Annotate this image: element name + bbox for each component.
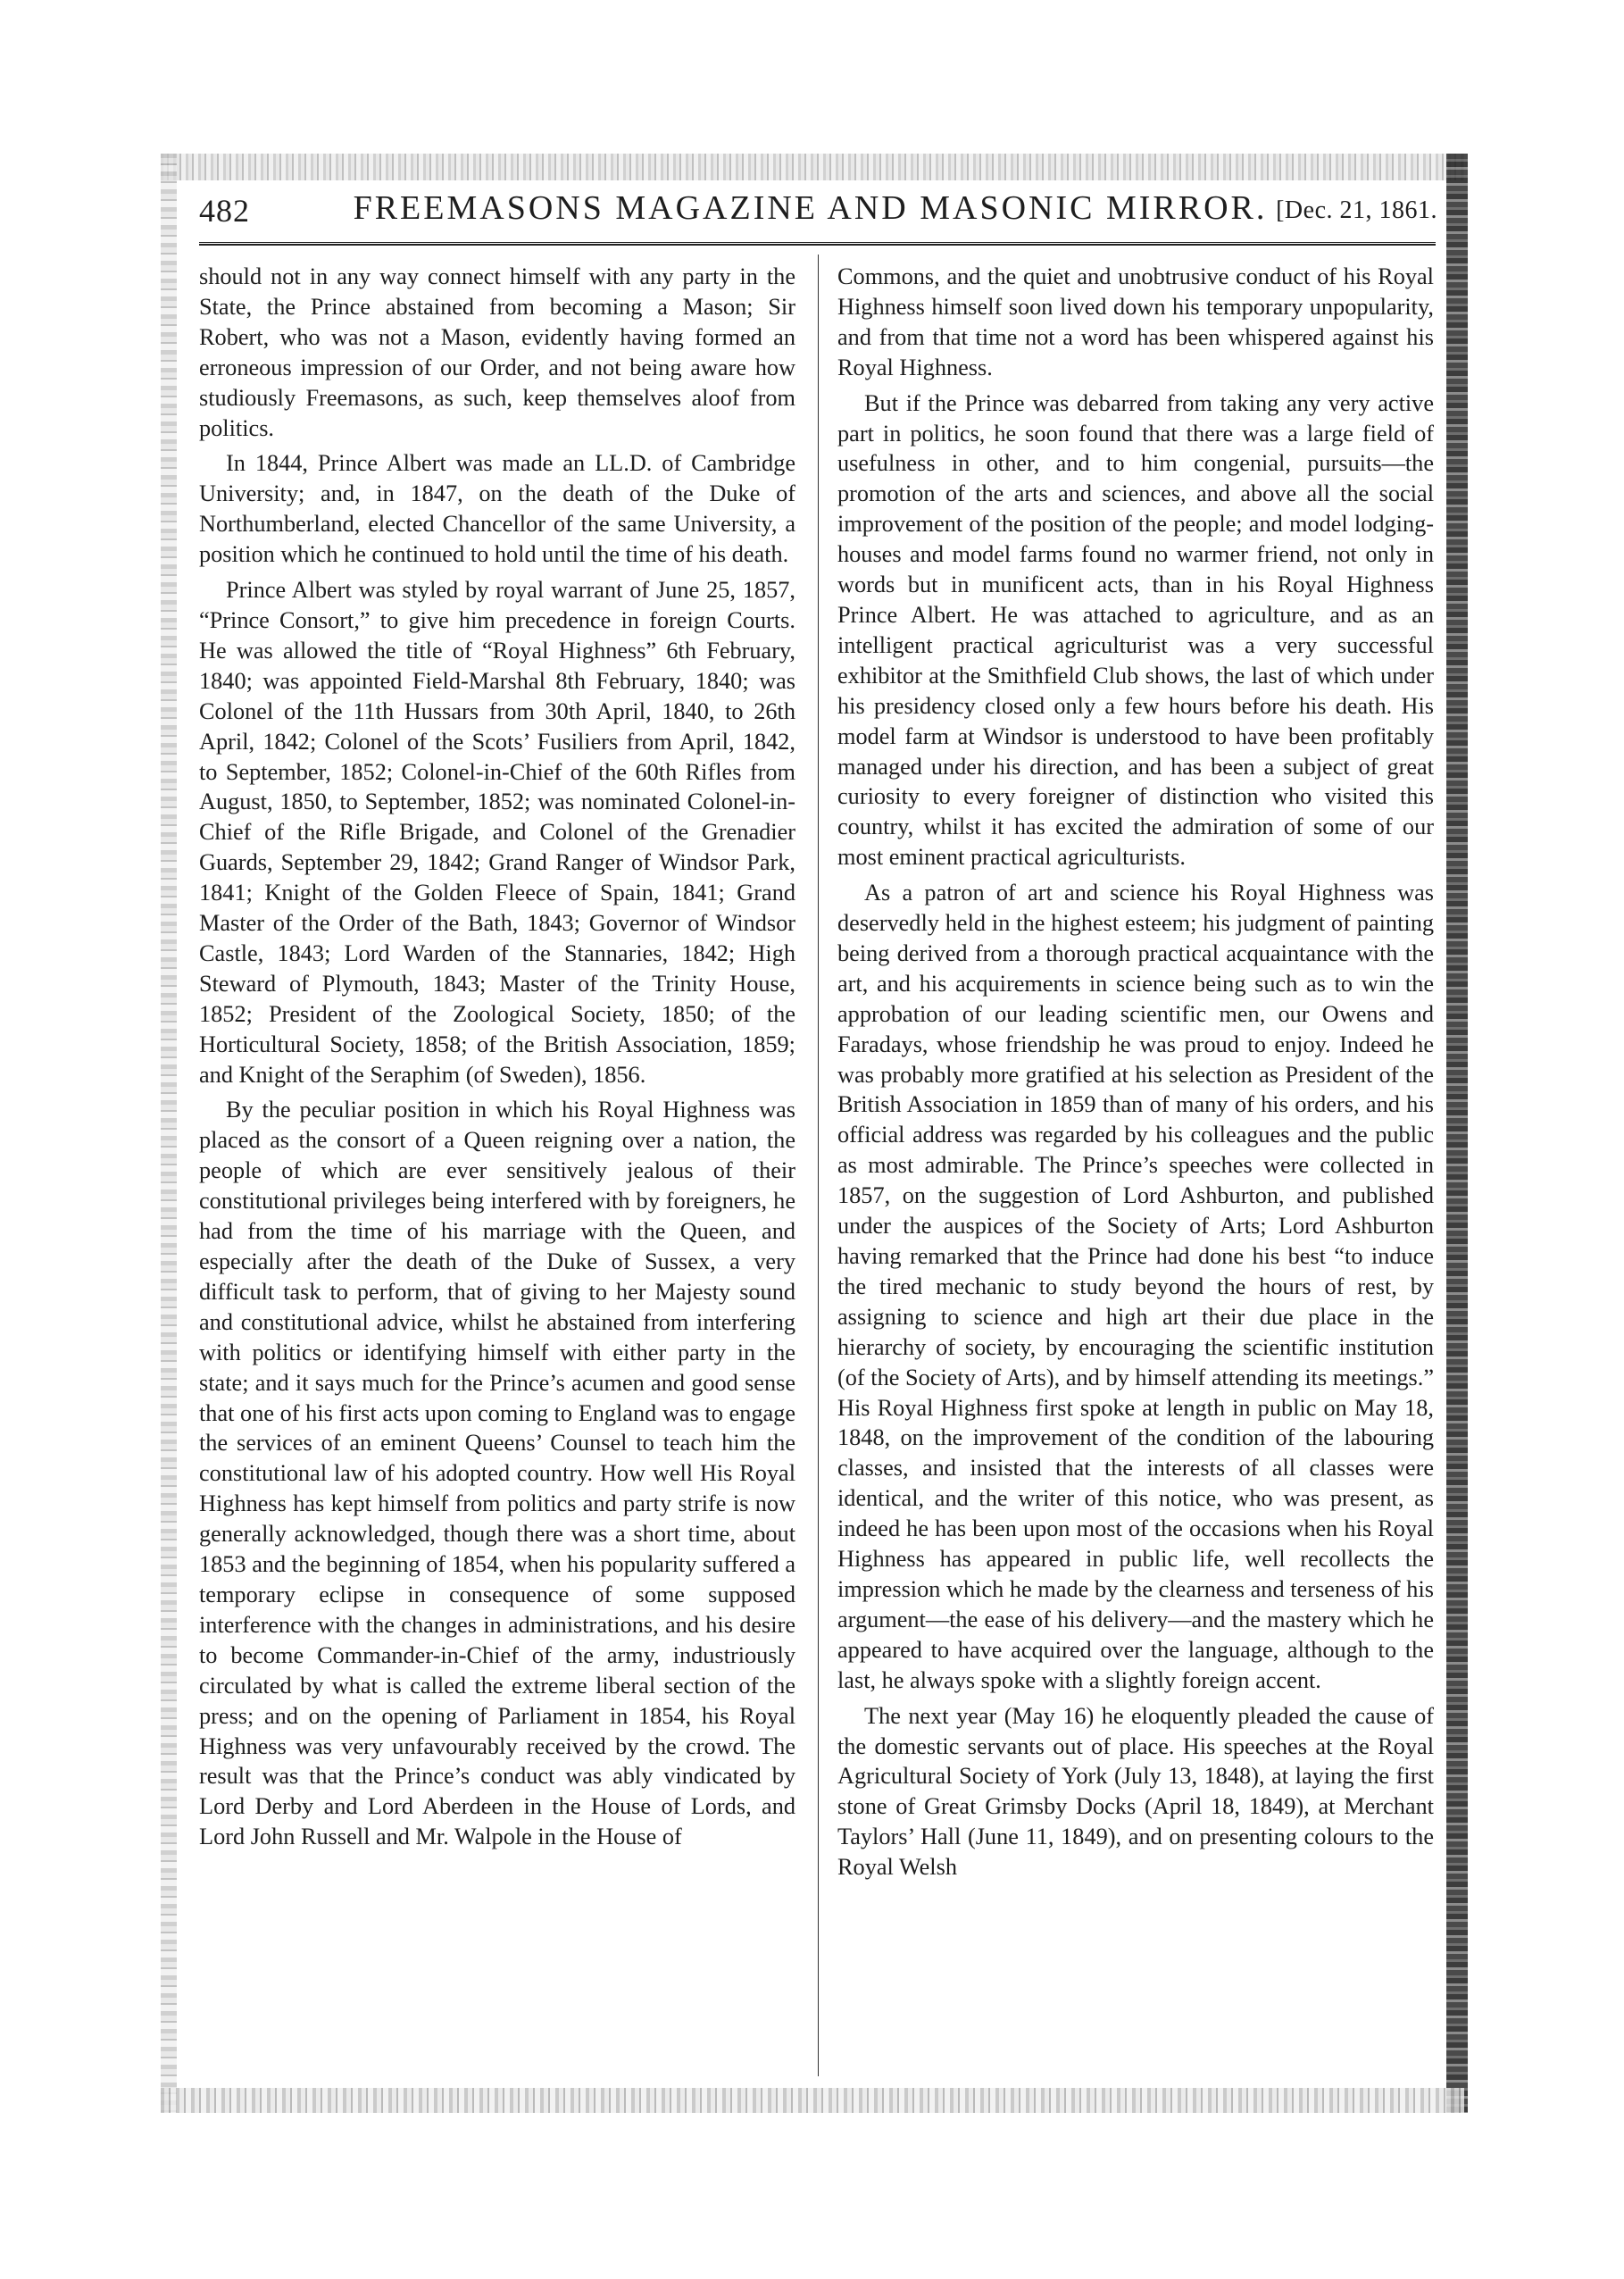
scan-edge-bottom bbox=[161, 2088, 1464, 2113]
issue-date: [Dec. 21, 1861. bbox=[1276, 196, 1437, 224]
right-column bbox=[837, 262, 1434, 1882]
left-column bbox=[199, 262, 795, 1852]
page-number: 482 bbox=[199, 193, 250, 229]
column-divider bbox=[818, 255, 819, 2076]
paragraph: But if the Prince was debarred from taking any very active part in politics, he soon found that there was a large field of usefulness in other, and to him congenial, pursuits—the promotion of the arts and sciences, and above all the social improvement of the position of the people; and model lodging-houses and model farms found no warmer friend, not only in words but in munificent acts, than in his Royal Highness Prince Albert. He was attached to agriculture, and as an intelligent practical agriculturist was a very successful exhibitor at the Smithfield Club shows, the last of which under his presidency closed only a few hours before his death. His model farm at Windsor is understood to have been profitably managed under his direction, and has been a subject of great curiosity to every foreigner of distinction who visited this country, whilst it has excited the admiration of some of our most eminent practical agriculturists. bbox=[837, 389, 1434, 871]
paragraph: The next year (May 16) he eloquently pleaded the cause of the domestic servants out of place. His speeches at the Royal Agricultural Society of York (July 13, 1848), at laying the first stone of Great Grimsby Docks (April 18, 1849), at Merchant Taylors’ Hall (June 11, 1849), and on presenting colours to the Royal Welsh bbox=[837, 1702, 1434, 1881]
paragraph: Prince Albert was styled by royal warrant of June 25, 1857, “Prince Consort,” to give him precedence in foreign Courts. He was allowed the title of “Royal Highness” 6th February, 1840; was appointed Field-Marshal 8th February, 1840; was Colonel of the 11th Hussars from 30th April, 1840, to 26th April, 1842; Colonel of the Scots’ Fusiliers from April, 1842, to September, 1852; Colonel-in-Chief of the 60th Rifles from August, 1850, to September, 1852; was nominated Colonel-in-Chief of the Rifle Brigade, and Colonel of the Grenadier Guards, September 29, 1842; Grand Ranger of Windsor Park, 1841; Knight of the Golden Fleece of Spain, 1841; Grand Master of the Order of the Bath, 1843; Governor of Windsor Castle, 1843; Lord Warden of the Stannaries, 1842; High Steward of Plymouth, 1843; Master of the Trinity House, 1852; President of the Zoological Society, 1850; of the Horticultural Society, 1858; of the British Association, 1859; and Knight of the Seraphim (of Sweden), 1856. bbox=[199, 577, 795, 1088]
paragraph: should not in any way connect himself with any party in the State, the Prince abstained from becoming a Mason; Sir Robert, who was not a Mason, evidently having formed an erroneous impression of our Order, and not being aware how studiously Freemasons, as such, keep themselves aloof from politics. bbox=[199, 263, 795, 441]
paragraph: Commons, and the quiet and unobtrusive conduct of his Royal Highness himself soon lived down his temporary unpopularity, and from that time not a word has been whispered against his Royal Highness. bbox=[837, 263, 1434, 380]
scan-edge-top bbox=[161, 154, 1464, 180]
page-header bbox=[183, 183, 1437, 237]
paragraph: By the peculiar position in which his Royal Highness was placed as the consort of a Queen reigning over a nation, the people of which are ever sensitively jealous of their constitutional privileges being interfered with by foreigners, he had from the time of his marriage with the Queen, and especially after the death of the Duke of Sussex, a very difficult task to perform, that of giving to her Majesty sound and constitutional advice, whilst he abstained from interfering with politics or identifying himself with either party in the state; and it says much for the Prince’s acumen and good sense that one of his first acts upon coming to England was to engage the services of an eminent Queens’ Counsel to teach him the constitutional law of his adopted country. How well His Royal Highness has kept himself from politics and party strife is now generally acknowledged, though there was a short time, about 1853 and the beginning of 1854, when his popularity suffered a temporary eclipse in consequence of some supposed interference with the changes in administrations, and his desire to become Commander-in-Chief of the army, industriously circulated by what is called the extreme liberal section of the press; and on the opening of Parliament in 1854, his Royal Highness was very unfavourably received by the crowd. The result was that the Prince’s conduct was ably vindicated by Lord Derby and Lord Aberdeen in the House of Lords, and Lord John Russell and Mr. Walpole in the House of bbox=[199, 1097, 795, 1850]
header-rule bbox=[199, 242, 1436, 246]
paragraph: As a patron of art and science his Royal Highness was deservedly held in the highest esteem; his judgment of painting being derived from a thorough practical acquaintance with the art, and his acquirements in science being such as to win the approbation of our leading scientific men, our Owens and Faradays, whose friendship he was proud to enjoy. Indeed he was probably more gratified at his selection as President of the British Association in 1859 than of many of his orders, and his official address was regarded by his colleagues and the public as most admirable. The Prince’s speeches were collected in 1857, on the suggestion of Lord Ashburton, and published under the auspices of the Society of Arts; Lord Ashburton having remarked that the Prince had done his best “to induce the tired mechanic to study beyond the hours of rest, by assigning to science and high art their due place in the hierarchy of society, by encouraging the scientific institution (of the Society of Arts), and by himself attending its meetings.” His Royal Highness first spoke at length in public on May 18, 1848, on the improvement of the condition of the labouring classes, and insisted that the interests of all classes were identical, and the writer of this notice, who was present, as indeed he has been upon most of the occasions when his Royal Highness has appeared in public life, well recollects the impression which he made by the clearness and terseness of his argument—the ease of his delivery—and the mastery which he appeared to have acquired over the language, although to the last, he always spoke with a slightly foreign accent. bbox=[837, 880, 1434, 1693]
magazine-page bbox=[183, 183, 1437, 2076]
scan-edge-left bbox=[161, 154, 177, 2113]
paragraph: In 1844, Prince Albert was made an LL.D. of Cambridge University; and, in 1847, on the death of the Duke of Northumberland, elected Chancellor of the same University, a position which he continued to hold until the time of his death. bbox=[199, 450, 795, 568]
scan-edge-right bbox=[1446, 154, 1468, 2113]
masthead-title: FREEMASONS MAGAZINE AND MASONIC MIRROR. bbox=[353, 189, 1268, 227]
